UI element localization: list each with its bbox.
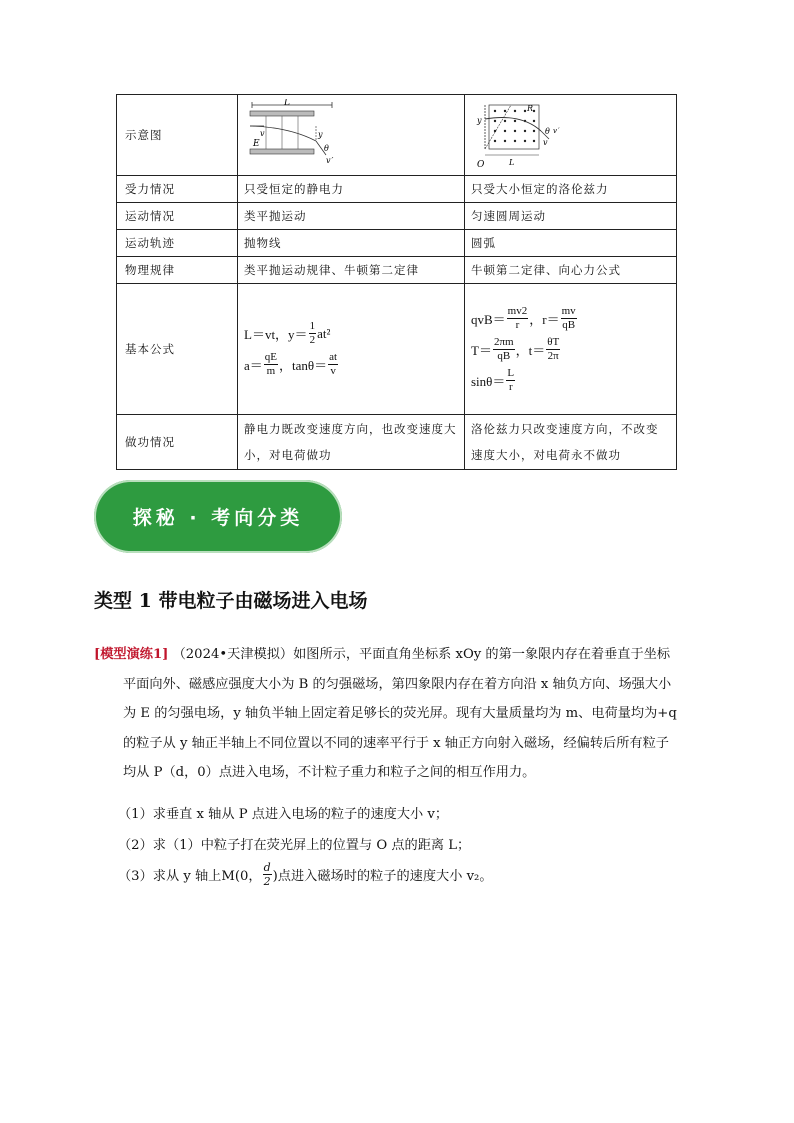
question-2: （2）求（1）中粒子打在荧光屏上的位置与 O 点的距离 L； [118,838,471,853]
badge-label: 探秘 · 考向分类 [132,507,304,529]
formula-text: ，t＝ [515,342,546,358]
magnetic-field-diagram [465,95,677,176]
problem-source: （2024•天津模拟） [172,647,294,662]
formula-text: sinθ＝ [471,373,506,389]
fraction: $\frac{mv}{qB}$ [561,304,576,331]
section-heading: 类型 1 带电粒子由磁场进入电场 [94,590,368,612]
cell-electric: 只受恒定的静电力 [238,176,465,203]
cell-electric: 抛物线 [238,230,465,257]
fraction: $\frac{mv2}{r}$ [507,304,528,331]
label-y: y [318,130,324,139]
formula-line [244,321,458,346]
formula-text: ，tanθ＝ [279,358,328,373]
cell-electric: 类平抛运动 [238,203,465,230]
label-vprime: v′ [326,156,335,165]
problem-line [94,640,706,670]
label-O: O [477,160,486,170]
fraction: $\frac{\theta T}{2\pi}$ [547,335,560,362]
label-L: L [284,99,291,108]
problem-tag: [模型演练1] [94,647,169,662]
formula-text: ，r＝ [529,311,560,327]
label-v: v [260,129,266,138]
cell-electric: 类平抛运动规律、牛顿第二定律 [238,257,465,284]
row-label: 做功情况 [117,415,238,470]
section-badge [94,480,342,553]
problem-line: 平面向外、磁感应强度大小为 B 的匀强磁场，第四象限内存在着方向沿 x 轴负方向、场强大小 [123,676,672,692]
question-3 [118,862,493,887]
cell-magnetic: 牛顿第二定律、向心力公式 [465,257,677,284]
formula-text: at² [317,325,331,341]
fraction: $\frac{2\pi m}{qB}$ [493,335,514,362]
label-theta: θ [545,127,551,136]
fraction: $\frac{qE}{m}$ [264,351,278,377]
formula-text: qvB＝ [471,311,506,327]
electric-field-diagram [238,95,465,176]
comparison-table [116,94,677,470]
row-label: 物理规律 [117,257,238,284]
problem-statement [94,640,706,788]
label-v: v [543,138,549,147]
problem-line: 的粒子从 y 轴正半轴上不同位置以不同的速率平行于 x 轴正方向射入磁场，经偏转后所有粒子 [123,735,669,751]
row-label: 运动轨迹 [117,230,238,257]
label-vprime: v′ [553,127,561,135]
label-R: R [527,104,535,113]
formulas-electric [238,284,465,415]
row-label: 运动情况 [117,203,238,230]
circular-motion-diagram [471,99,571,171]
label-E: E [253,139,261,149]
problem-line: 为 E 的匀强电场，y 轴负半轴上固定着足够长的荧光屏。现有大量质量均为 m、电荷量均为+q [123,706,677,721]
label-y: y [477,116,483,125]
formula-line [471,368,670,393]
formula-line [471,337,670,362]
question-text: )点进入磁场时的粒子的速度大小 v₂。 [272,869,493,884]
cell-magnetic: 洛伦兹力只改变速度方向，不改变速度大小，对电荷永不做功 [465,415,677,470]
cell-magnetic: 匀速圆周运动 [465,203,677,230]
formula-line [471,306,670,331]
question-1: （1）求垂直 x 轴从 P 点进入电场的粒子的速度大小 v； [118,807,449,822]
row-label: 基本公式 [117,284,238,415]
formula-text: T＝ [471,342,492,358]
formula-text: L＝vt，y＝ [244,327,308,342]
row-label: 受力情况 [117,176,238,203]
cell-magnetic: 只受大小恒定的洛伦兹力 [465,176,677,203]
fraction: $\frac{at}{v}$ [329,351,338,377]
cell-magnetic: 圆弧 [465,230,677,257]
fraction: $\frac{d}{2}$ [263,861,271,888]
formula-line [244,352,458,377]
label-theta: θ [324,144,330,153]
row-label: 示意图 [117,95,238,176]
label-L: L [509,158,516,167]
problem-text: 如图所示，平面直角坐标系 xOy 的第一象限内存在着垂直于坐标 [293,647,671,662]
fraction: $\frac{1}{2}$ [309,320,316,346]
deflection-diagram [244,99,344,171]
formula-text: a＝ [244,358,263,373]
question-text: （3）求从 y 轴上M(0， [118,869,262,884]
problem-line: 均从 P（d，0）点进入电场，不计粒子重力和粒子之间的相互作用力。 [123,765,536,780]
fraction: $\frac{L}{r}$ [507,366,515,393]
formulas-magnetic [465,284,677,415]
cell-electric: 静电力既改变速度方向，也改变速度大小，对电荷做功 [238,415,465,470]
